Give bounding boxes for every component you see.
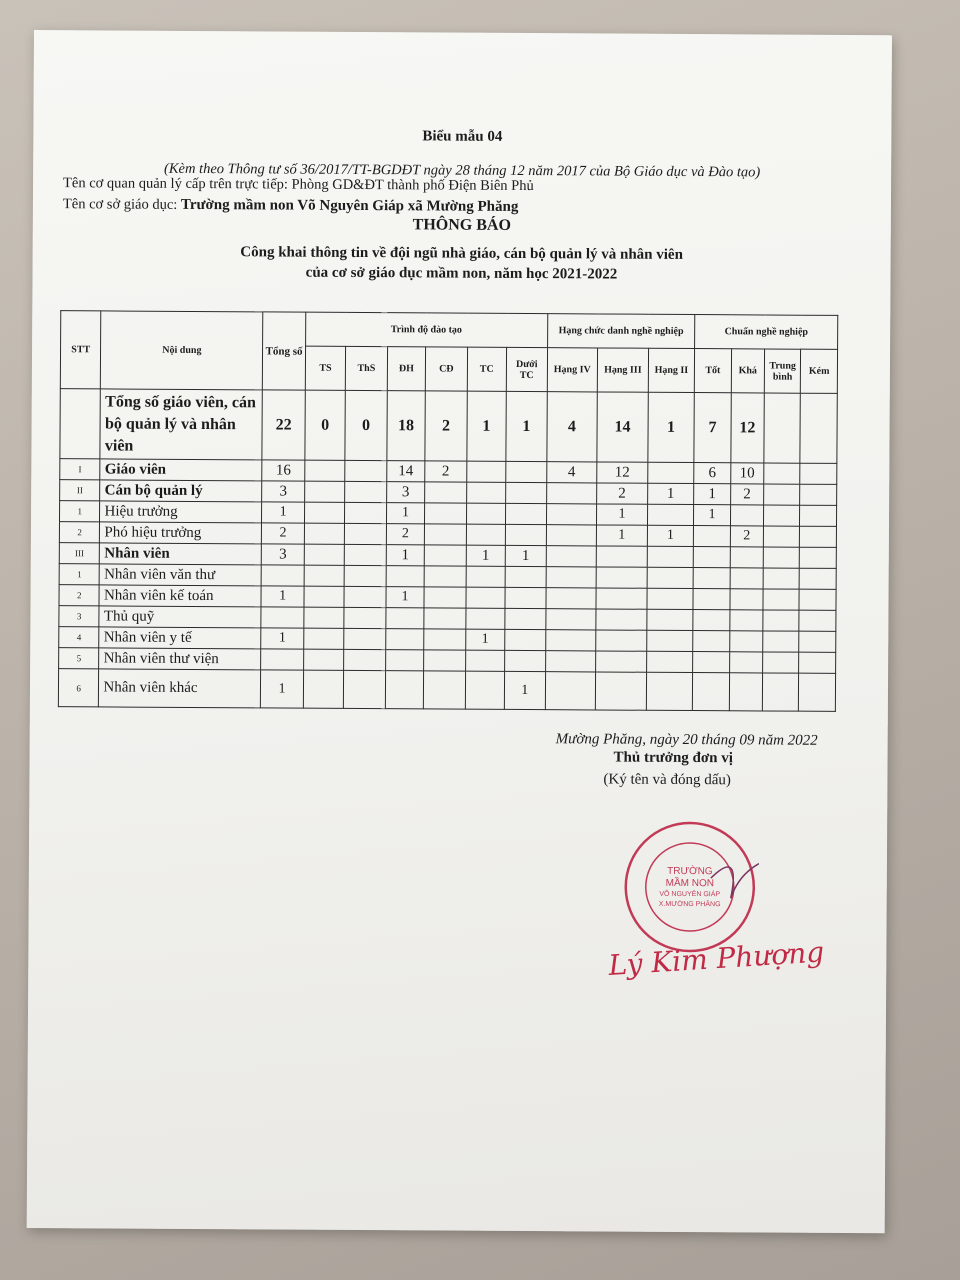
table-cell bbox=[763, 610, 800, 631]
table-cell: 1 bbox=[694, 484, 731, 505]
table-cell bbox=[546, 525, 597, 546]
subheader-cell: ThS bbox=[346, 346, 388, 390]
doc-subtitle-2: của cơ sở giáo dục mầm non, năm học 2021-2022 bbox=[305, 264, 618, 283]
table-cell bbox=[304, 523, 345, 544]
official-stamp bbox=[620, 818, 759, 957]
table-cell: 1 bbox=[466, 545, 506, 566]
table-cell: 4 bbox=[546, 462, 597, 483]
table-cell bbox=[647, 567, 694, 588]
table-cell bbox=[546, 483, 597, 504]
table-cell bbox=[466, 566, 506, 587]
table-cell bbox=[545, 672, 596, 710]
table-cell: 1 bbox=[261, 670, 304, 708]
table-cell bbox=[304, 628, 345, 649]
table-cell bbox=[385, 671, 424, 709]
stamp-line-2: MẦM NON bbox=[665, 877, 715, 890]
table-cell bbox=[304, 607, 345, 628]
table-cell bbox=[800, 393, 837, 463]
subheader-cell: TC bbox=[467, 347, 507, 391]
subheader-cell: CĐ bbox=[425, 347, 467, 391]
subheader-cell: Tốt bbox=[695, 349, 732, 393]
table-cell bbox=[546, 546, 597, 567]
table-cell: 0 bbox=[345, 390, 387, 460]
table-cell: 6 bbox=[694, 463, 731, 484]
subheader-cell: ĐH bbox=[387, 347, 426, 391]
table-cell bbox=[800, 526, 837, 547]
row-label: Nhân viên bbox=[100, 543, 262, 565]
table-cell bbox=[344, 607, 386, 628]
table-cell bbox=[693, 547, 730, 568]
table-cell: 14 bbox=[386, 461, 425, 482]
table-cell: 1 bbox=[261, 586, 304, 607]
table-cell bbox=[763, 526, 800, 547]
table-cell bbox=[425, 524, 467, 545]
table-cell bbox=[425, 503, 467, 524]
header-total: Tổng số bbox=[263, 312, 306, 390]
stt-cell: III bbox=[59, 543, 100, 564]
table-cell: 3 bbox=[386, 482, 425, 503]
table-cell bbox=[693, 589, 730, 610]
subheader-cell: Kém bbox=[801, 349, 838, 393]
table-cell bbox=[345, 481, 387, 502]
stt-cell bbox=[60, 389, 101, 459]
stt-cell: 1 bbox=[59, 501, 100, 522]
header-rank: Hạng chức danh nghề nghiệp bbox=[547, 314, 695, 349]
form-number: Biểu mẫu 04 bbox=[422, 128, 503, 145]
stt-cell: 6 bbox=[58, 669, 99, 707]
table-cell: 1 bbox=[386, 503, 425, 524]
table-cell bbox=[465, 608, 505, 629]
row-label: Nhân viên khác bbox=[99, 669, 261, 708]
table-cell bbox=[596, 588, 647, 609]
stt-cell: 1 bbox=[59, 564, 100, 585]
table-cell bbox=[763, 547, 800, 568]
table-cell bbox=[425, 482, 467, 503]
subheader-cell: Dưới TC bbox=[506, 347, 547, 391]
table-cell: 3 bbox=[262, 544, 305, 565]
table-cell bbox=[799, 673, 836, 711]
table-cell bbox=[729, 673, 763, 711]
stamp-line-3: VÕ NGUYÊN GIÁP bbox=[659, 890, 721, 899]
table-cell bbox=[344, 670, 386, 708]
table-cell bbox=[466, 524, 506, 545]
school-line bbox=[63, 196, 519, 216]
table-cell bbox=[799, 652, 836, 673]
table-cell: 14 bbox=[597, 392, 648, 462]
table-cell bbox=[596, 630, 647, 651]
table-cell bbox=[729, 652, 763, 673]
table-cell bbox=[647, 462, 694, 483]
table-cell: 1 bbox=[505, 545, 546, 566]
table-cell: 2 bbox=[597, 483, 648, 504]
table-cell bbox=[345, 523, 387, 544]
subheader-cell: Trung bình bbox=[764, 349, 801, 393]
row-label: Nhân viên văn thư bbox=[100, 564, 262, 586]
table-cell bbox=[800, 568, 837, 589]
table-cell bbox=[646, 672, 693, 710]
signer-name: Lý Kim Phượng bbox=[607, 935, 826, 983]
agency-line bbox=[63, 175, 534, 195]
table-cell bbox=[730, 568, 764, 589]
table-cell bbox=[424, 587, 466, 608]
table-cell: 0 bbox=[305, 390, 346, 460]
staff-table bbox=[58, 310, 838, 712]
row-label: Phó hiệu trưởng bbox=[100, 522, 262, 544]
table-cell bbox=[261, 607, 304, 628]
table-cell bbox=[465, 650, 505, 671]
table-cell: 4 bbox=[546, 392, 597, 462]
table-cell bbox=[304, 565, 345, 586]
document-page bbox=[27, 30, 892, 1233]
table-cell bbox=[505, 629, 546, 650]
table-cell: 1 bbox=[262, 502, 305, 523]
table-body bbox=[58, 389, 837, 712]
table-cell bbox=[304, 586, 345, 607]
row-label: Nhân viên y tế bbox=[99, 627, 261, 649]
row-label: Thủ quỹ bbox=[99, 606, 261, 628]
table-cell bbox=[693, 610, 730, 631]
table-cell bbox=[424, 671, 466, 709]
table-cell bbox=[693, 673, 730, 711]
table-cell: 7 bbox=[694, 393, 731, 463]
table-cell bbox=[647, 588, 694, 609]
row-label: Giáo viên bbox=[100, 459, 262, 481]
stt-cell: II bbox=[60, 480, 101, 501]
header-training-level: Trình độ đào tạo bbox=[305, 312, 547, 347]
table-cell bbox=[647, 546, 694, 567]
subheader-cell: Hạng II bbox=[648, 348, 695, 392]
table-cell bbox=[505, 650, 546, 671]
table-cell bbox=[385, 650, 424, 671]
table-cell bbox=[424, 545, 466, 566]
table-cell bbox=[800, 505, 837, 526]
table-cell bbox=[693, 631, 730, 652]
table-cell bbox=[385, 629, 424, 650]
stt-cell: 2 bbox=[59, 522, 100, 543]
table-cell bbox=[303, 649, 344, 670]
table-cell bbox=[344, 544, 386, 565]
table-cell bbox=[466, 461, 506, 482]
table-cell bbox=[465, 671, 505, 709]
subheader-cell: TS bbox=[305, 346, 346, 390]
table-cell bbox=[304, 544, 345, 565]
agency-label: Tên cơ quan quản lý cấp trên trực tiếp: bbox=[63, 175, 289, 193]
table-row bbox=[58, 669, 835, 712]
table-cell bbox=[506, 482, 547, 503]
table-cell bbox=[730, 547, 764, 568]
table-cell bbox=[305, 460, 346, 481]
table-cell bbox=[693, 568, 730, 589]
table-cell bbox=[596, 609, 647, 630]
table-cell: 1 bbox=[694, 505, 731, 526]
table-cell bbox=[647, 504, 694, 525]
table-cell: 1 bbox=[647, 483, 694, 504]
place-date: Mường Phăng, ngày 20 tháng 09 năm 2022 bbox=[555, 731, 818, 749]
row-label: Nhân viên kế toán bbox=[99, 585, 261, 607]
table-cell: 10 bbox=[730, 463, 764, 484]
stt-cell: 5 bbox=[59, 648, 100, 669]
stt-cell: I bbox=[60, 459, 101, 480]
sign-note: (Ký tên và đóng dấu) bbox=[603, 771, 731, 789]
table-cell bbox=[647, 609, 694, 630]
head-title: Thủ trưởng đơn vị bbox=[613, 749, 734, 767]
stt-cell: 3 bbox=[59, 606, 100, 627]
table-cell bbox=[344, 649, 386, 670]
table-cell: 3 bbox=[262, 481, 305, 502]
table-cell bbox=[799, 589, 836, 610]
table-cell bbox=[466, 587, 506, 608]
school-value: Trường mầm non Võ Nguyên Giáp xã Mường Phăng bbox=[180, 196, 519, 215]
table-cell: 2 bbox=[425, 461, 467, 482]
table-cell bbox=[729, 610, 763, 631]
table-cell bbox=[800, 463, 837, 484]
table-cell bbox=[466, 482, 506, 503]
table-cell: 12 bbox=[597, 462, 648, 483]
table-cell bbox=[596, 567, 647, 588]
table-cell bbox=[304, 502, 345, 523]
table-cell bbox=[763, 568, 800, 589]
table-cell bbox=[261, 649, 304, 670]
table-cell bbox=[646, 651, 693, 672]
table-cell bbox=[763, 589, 800, 610]
agency-value: Phòng GD&ĐT thành phố Điện Biên Phủ bbox=[291, 176, 534, 195]
table-cell: 1 bbox=[261, 628, 304, 649]
table-cell bbox=[762, 673, 799, 711]
table-cell bbox=[424, 629, 466, 650]
table-cell: 22 bbox=[262, 390, 305, 460]
stamp-line-4: X.MƯỜNG PHĂNG bbox=[658, 900, 721, 909]
table-cell: 1 bbox=[386, 545, 425, 566]
table-cell: 1 bbox=[648, 392, 695, 462]
table-cell bbox=[763, 505, 800, 526]
table-cell bbox=[424, 608, 466, 629]
header-stt: STT bbox=[60, 311, 101, 389]
table-cell bbox=[545, 651, 596, 672]
table-cell bbox=[545, 609, 596, 630]
table-cell bbox=[800, 547, 837, 568]
table-cell bbox=[505, 608, 546, 629]
table-cell: 1 bbox=[466, 391, 506, 461]
table-cell bbox=[730, 505, 764, 526]
table-cell bbox=[764, 393, 801, 463]
table-cell bbox=[386, 608, 425, 629]
table-cell: 2 bbox=[730, 526, 764, 547]
doc-title: THÔNG BÁO bbox=[412, 216, 511, 234]
row-label: Cán bộ quản lý bbox=[100, 480, 262, 502]
table-cell bbox=[730, 589, 764, 610]
table-cell: 1 bbox=[504, 671, 545, 709]
table-cell bbox=[799, 610, 836, 631]
table-cell: 2 bbox=[730, 484, 764, 505]
table-cell bbox=[546, 567, 597, 588]
table-cell: 1 bbox=[506, 391, 547, 461]
table-row-total bbox=[60, 389, 837, 464]
table-cell bbox=[545, 630, 596, 651]
table-cell: 1 bbox=[596, 525, 647, 546]
table-cell: 2 bbox=[262, 523, 305, 544]
school-label: Tên cơ sở giáo dục: bbox=[62, 196, 178, 213]
table-cell bbox=[799, 631, 836, 652]
table-cell bbox=[304, 481, 345, 502]
table-cell bbox=[344, 565, 386, 586]
subheader-cell: Hạng IV bbox=[547, 348, 598, 392]
table-cell bbox=[506, 461, 547, 482]
header-standard: Chuẩn nghề nghiệp bbox=[695, 315, 838, 350]
table-cell bbox=[505, 566, 546, 587]
table-cell: 12 bbox=[731, 393, 765, 463]
table-cell bbox=[764, 463, 801, 484]
table-cell bbox=[386, 566, 425, 587]
stamp-line-1: TRƯỜNG bbox=[667, 865, 713, 878]
row-label: Tổng số giáo viên, cán bộ quản lý và nhân viên bbox=[100, 389, 262, 460]
table-cell bbox=[646, 630, 693, 651]
stt-cell: 4 bbox=[59, 627, 100, 648]
table-cell bbox=[424, 566, 466, 587]
table-cell bbox=[596, 546, 647, 567]
row-label: Hiệu trưởng bbox=[100, 501, 262, 523]
decree-reference: (Kèm theo Thông tư số 36/2017/TT-BGDĐT ngày 28 tháng 12 năm 2017 của Bộ Giáo dục và Đào tạo) bbox=[163, 160, 761, 181]
table-cell bbox=[596, 651, 647, 672]
table-cell: 1 bbox=[647, 525, 694, 546]
table-cell: 16 bbox=[262, 460, 305, 481]
table-cell bbox=[344, 586, 386, 607]
table-cell bbox=[344, 628, 386, 649]
table-cell bbox=[763, 652, 800, 673]
table-cell bbox=[546, 588, 597, 609]
table-cell bbox=[261, 565, 304, 586]
table-cell bbox=[763, 631, 800, 652]
table-cell bbox=[800, 484, 837, 505]
row-label: Nhân viên thư viện bbox=[99, 648, 261, 670]
table-cell: 1 bbox=[465, 629, 505, 650]
table-cell bbox=[424, 650, 466, 671]
subheader-cell: Hạng III bbox=[597, 348, 648, 392]
stt-cell: 2 bbox=[59, 585, 100, 606]
table-cell bbox=[466, 503, 506, 524]
table-cell bbox=[505, 587, 546, 608]
table-cell bbox=[595, 672, 646, 710]
table-cell bbox=[345, 460, 387, 481]
table-cell bbox=[693, 652, 730, 673]
subheader-cell: Khá bbox=[731, 349, 765, 393]
table-cell bbox=[303, 670, 344, 708]
table-cell: 2 bbox=[386, 524, 425, 545]
table-cell: 1 bbox=[386, 587, 425, 608]
table-cell bbox=[546, 504, 597, 525]
table-cell: 2 bbox=[425, 391, 467, 461]
table-cell bbox=[345, 502, 387, 523]
table-cell: 1 bbox=[597, 504, 648, 525]
table-cell bbox=[505, 524, 546, 545]
table-cell bbox=[506, 503, 547, 524]
table-cell: 18 bbox=[387, 391, 426, 461]
table-cell bbox=[729, 631, 763, 652]
table-cell bbox=[764, 484, 801, 505]
table-cell bbox=[694, 526, 731, 547]
header-content: Nội dung bbox=[101, 311, 263, 390]
doc-subtitle-1: Công khai thông tin về đội ngũ nhà giáo, cán bộ quản lý và nhân viên bbox=[240, 244, 684, 263]
